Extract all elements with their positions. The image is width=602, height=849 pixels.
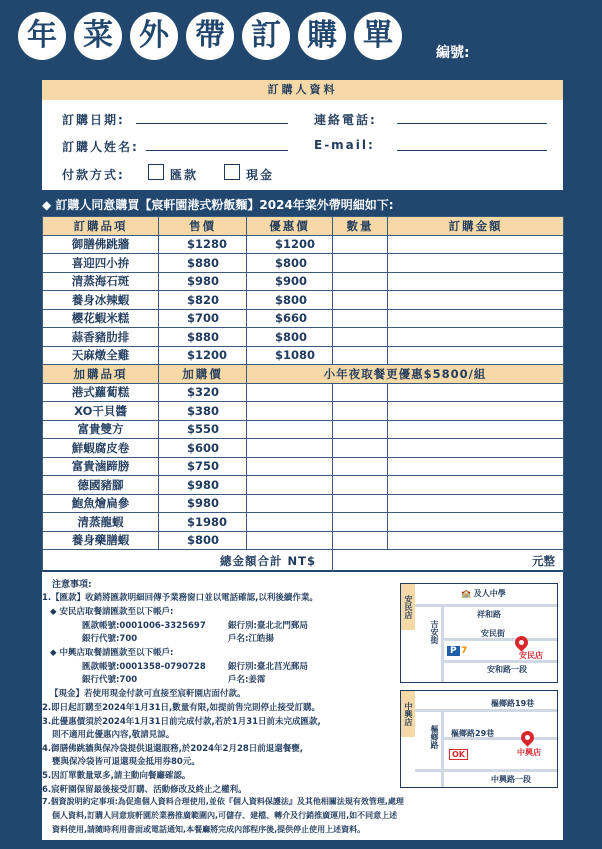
note-line: ◆ 中興店取餐請匯款至以下帳戶: (50, 648, 174, 658)
column-header: 訂購品項 (43, 217, 159, 236)
addon-price: $980 (159, 476, 247, 495)
quantity-cell[interactable] (333, 476, 388, 495)
quantity-cell[interactable] (333, 494, 388, 513)
ok-store-icon: OK (449, 749, 468, 760)
map-road-label: 安民街 (481, 629, 505, 638)
addon-price: $800 (159, 531, 247, 550)
note-line: 銀行代號:700 (82, 634, 138, 644)
note-line: 銀行別:臺北北門郵局 (228, 621, 308, 631)
quantity-cell[interactable] (333, 513, 388, 532)
map-road (441, 604, 444, 682)
addon-price: $750 (159, 457, 247, 476)
item-sale-price: $900 (247, 272, 333, 291)
cash-label: 現金 (246, 168, 275, 182)
note-line: 5.因訂單數量眾多,請主動向餐廳確認。 (42, 771, 191, 781)
quantity-cell[interactable] (333, 402, 388, 421)
addon-name: 德國豬腳 (43, 476, 159, 495)
addon-name: XO干貝醬 (43, 402, 159, 421)
item-name: 喜迎四小拚 (43, 254, 159, 273)
table-row (43, 235, 564, 254)
title-char: 訂 (242, 12, 290, 60)
addon-column-header: 加購品項 (43, 365, 159, 384)
item-name: 養身冰辣蝦 (43, 291, 159, 310)
purchase-statement: ◆ 訂購人同意購買【宸軒園港式粉飯麵】2024年菜外帶明細如下: (42, 198, 394, 212)
map-road-label: 安和路一段 (487, 665, 527, 674)
item-sale-price: $800 (247, 291, 333, 310)
note-line: 4.御膳佛跳牆與保冷袋提供退還服務,於2024年2月28日前退還餐甕, (42, 744, 304, 754)
item-price: $700 (159, 309, 247, 328)
amount-cell[interactable] (388, 420, 564, 439)
serial-number-label: 編號: (436, 45, 470, 61)
column-header: 優惠價 (247, 217, 333, 236)
quantity-cell[interactable] (333, 346, 388, 365)
note-line: 2.即日起訂購至2024年1月31日,數量有限,如提前售完則停止接受訂購。 (42, 703, 321, 713)
note-line: 3.此優惠價須於2024年1月31日前完成付款,若於1月31日前未完成匯款, (42, 717, 321, 727)
item-sale-price: $800 (247, 328, 333, 347)
phone-label: 連絡電話: (314, 113, 377, 127)
amount-cell[interactable] (388, 439, 564, 458)
amount-cell[interactable] (388, 402, 564, 421)
note-line: ◆ 安民店取餐請匯款至以下帳戶: (50, 607, 174, 617)
table-row (43, 254, 564, 273)
map-shop-label: 安民店 (519, 651, 543, 660)
map-road (415, 709, 557, 712)
addon-name: 養身藥膳蝦 (43, 531, 159, 550)
title-char: 帶 (186, 12, 234, 60)
addon-name: 富貴滷蹄膀 (43, 457, 159, 476)
map-school-name: 及人中學 (473, 589, 506, 598)
note-line: 資料使用,請隨時利用書面或電話通知,本餐廳將完成內部程序後,提供停止使用上述資料。 (52, 825, 366, 834)
item-sale-price: $800 (247, 254, 333, 273)
map-pin-icon (518, 728, 536, 746)
note-line: 【現金】若使用現金付款可直接至宸軒園店面付款。 (50, 689, 246, 699)
item-price: $980 (159, 272, 247, 291)
addon-name: 清蒸龍蝦 (43, 513, 159, 532)
cash-checkbox[interactable] (224, 164, 240, 180)
addon-name: 港式蘿蔔糕 (43, 383, 159, 402)
map-road-label: 樞鄉路19巷 (491, 699, 535, 708)
quantity-cell[interactable] (333, 439, 388, 458)
addon-promo-note: 小年夜取餐更優惠$5800/組 (247, 365, 564, 384)
total-label: 總金額合計 NT$ (43, 550, 333, 573)
item-price: $1200 (159, 346, 247, 365)
table-row (43, 420, 564, 439)
quantity-cell[interactable] (333, 328, 388, 347)
note-line: 甕與保冷袋皆可退還現金抵用券80元。 (52, 757, 200, 767)
orderer-name-label: 訂購人姓名: (62, 140, 139, 154)
quantity-cell[interactable] (333, 254, 388, 273)
title-row (18, 8, 588, 70)
notes-title: 注意事項: (52, 580, 92, 590)
note-line: 匯款帳號:0001006-3325697 (82, 621, 206, 631)
quantity-cell[interactable] (333, 420, 388, 439)
quantity-cell[interactable] (333, 531, 388, 550)
anmin-store-map (400, 583, 558, 683)
title-char: 年 (18, 12, 66, 60)
quantity-cell[interactable] (333, 235, 388, 254)
table-header-row (43, 217, 564, 236)
addon-name: 鮮蝦腐皮卷 (43, 439, 159, 458)
map-store-tag: 中興店 (401, 691, 415, 737)
order-date-field[interactable] (136, 123, 288, 124)
note-line: 匯款帳號:0001358-0790728 (82, 662, 206, 672)
table-row (43, 309, 564, 328)
addon-name: 鮑魚燴扁參 (43, 494, 159, 513)
orderer-info-panel (42, 80, 563, 190)
note-line: 6.宸軒園保留最後接受訂購、活動修改及終止之權利。 (42, 785, 247, 795)
addon-column-header: 加購價 (159, 365, 247, 384)
map-road-label: 中興路一段 (491, 775, 531, 784)
note-line: 銀行代號:700 (82, 675, 138, 685)
table-row (43, 346, 564, 365)
quantity-cell[interactable] (333, 309, 388, 328)
item-sale-price: $1080 (247, 346, 333, 365)
title-char: 購 (298, 12, 346, 60)
amount-cell[interactable] (388, 272, 564, 291)
item-sale-price: $1200 (247, 235, 333, 254)
map-road-label: 祥和路 (477, 610, 501, 619)
map-school-label: 🏫 及人中學 (461, 589, 506, 598)
quantity-cell[interactable] (333, 272, 388, 291)
addon-price: $1980 (159, 513, 247, 532)
map-store-tag: 安民店 (401, 584, 415, 630)
map-road (415, 769, 557, 772)
order-table-panel (42, 216, 563, 570)
remit-label: 匯款 (170, 168, 199, 182)
order-table (42, 216, 564, 573)
map-road-label: 樞鄉路 (430, 725, 439, 749)
remit-checkbox[interactable] (148, 164, 164, 180)
column-header: 數量 (333, 217, 388, 236)
total-amount-field[interactable] (333, 550, 564, 573)
amount-cell[interactable] (388, 383, 564, 402)
item-name: 清蒸海石斑 (43, 272, 159, 291)
amount-cell[interactable] (388, 328, 564, 347)
item-name: 櫻花蝦米糕 (43, 309, 159, 328)
table-row (43, 328, 564, 347)
table-row (43, 457, 564, 476)
item-price: $880 (159, 328, 247, 347)
total-row (43, 550, 564, 573)
addon-price: $550 (159, 420, 247, 439)
item-sale-price: $660 (247, 309, 333, 328)
email-field[interactable] (397, 150, 547, 151)
title-char: 菜 (74, 12, 122, 60)
payment-method-label: 付款方式: (62, 168, 125, 182)
zhongxing-store-map (400, 690, 558, 788)
table-row (43, 272, 564, 291)
item-price: $880 (159, 254, 247, 273)
column-header: 售價 (159, 217, 247, 236)
amount-cell[interactable] (388, 235, 564, 254)
note-line: 戶名:姜霈 (228, 675, 266, 685)
addon-name: 富貴雙方 (43, 420, 159, 439)
notes-panel (42, 572, 563, 840)
orderer-name-field[interactable] (146, 150, 288, 151)
total-unit: 元整 (532, 554, 555, 568)
orderer-info-header: 訂購人資料 (42, 80, 563, 100)
quantity-cell[interactable] (333, 457, 388, 476)
item-price: $1280 (159, 235, 247, 254)
note-line: 戶名:江皓揚 (228, 634, 274, 644)
map-road (441, 709, 444, 787)
table-row (43, 513, 564, 532)
phone-field[interactable] (397, 123, 547, 124)
addon-price: $600 (159, 439, 247, 458)
item-name: 御膳佛跳牆 (43, 235, 159, 254)
table-row (43, 494, 564, 513)
note-line: 銀行別:臺北莒光郵局 (228, 662, 308, 672)
title-char: 單 (354, 12, 402, 60)
quantity-cell[interactable] (333, 291, 388, 310)
amount-cell[interactable] (388, 291, 564, 310)
note-line: 則不適用此優惠內容,敬請見諒。 (52, 730, 175, 740)
table-row (43, 383, 564, 402)
quantity-cell[interactable] (333, 383, 388, 402)
amount-cell[interactable] (388, 513, 564, 532)
table-row (43, 439, 564, 458)
amount-cell[interactable] (388, 476, 564, 495)
column-header: 訂購金額 (388, 217, 564, 236)
amount-cell[interactable] (388, 309, 564, 328)
map-road-label: 樞鄉路29巷 (451, 729, 495, 738)
note-line: 7.個資說明約定事項:為促進個人資料合理使用,並依『個人資料保護法』及其他相關法規有效管理,處理 (42, 797, 404, 806)
table-row (43, 476, 564, 495)
map-shop-label: 中興店 (517, 748, 541, 757)
title-char: 外 (130, 12, 178, 60)
addon-header-row (43, 365, 564, 384)
email-label: E-mail: (314, 138, 375, 152)
map-pin-icon (512, 633, 530, 651)
addon-price: $380 (159, 402, 247, 421)
parking-icon: P (447, 646, 460, 656)
map-road-label: 吉安街 (430, 620, 439, 644)
table-row (43, 291, 564, 310)
amount-cell[interactable] (388, 531, 564, 550)
order-date-label: 訂購日期: (62, 113, 125, 127)
amount-cell[interactable] (388, 457, 564, 476)
item-name: 蒜香豬肋排 (43, 328, 159, 347)
amount-cell[interactable] (388, 254, 564, 273)
table-row (43, 531, 564, 550)
addon-price: $320 (159, 383, 247, 402)
table-row (43, 402, 564, 421)
amount-cell[interactable] (388, 346, 564, 365)
item-price: $820 (159, 291, 247, 310)
map-road (415, 604, 557, 607)
amount-cell[interactable] (388, 494, 564, 513)
addon-price: $980 (159, 494, 247, 513)
note-line: 1.【匯款】收銷將匯款明細回傳予業務窗口並以電話確認,以利後續作業。 (42, 593, 318, 603)
note-line: 個人資料,訂購人同意宸軒園於業務推廣範圍內,可儲存、建檔、轉介及行銷推廣運用,如不同意上述 (52, 811, 398, 820)
item-name: 天麻燉全雞 (43, 346, 159, 365)
convenience-store-icon: 7 (461, 646, 468, 656)
